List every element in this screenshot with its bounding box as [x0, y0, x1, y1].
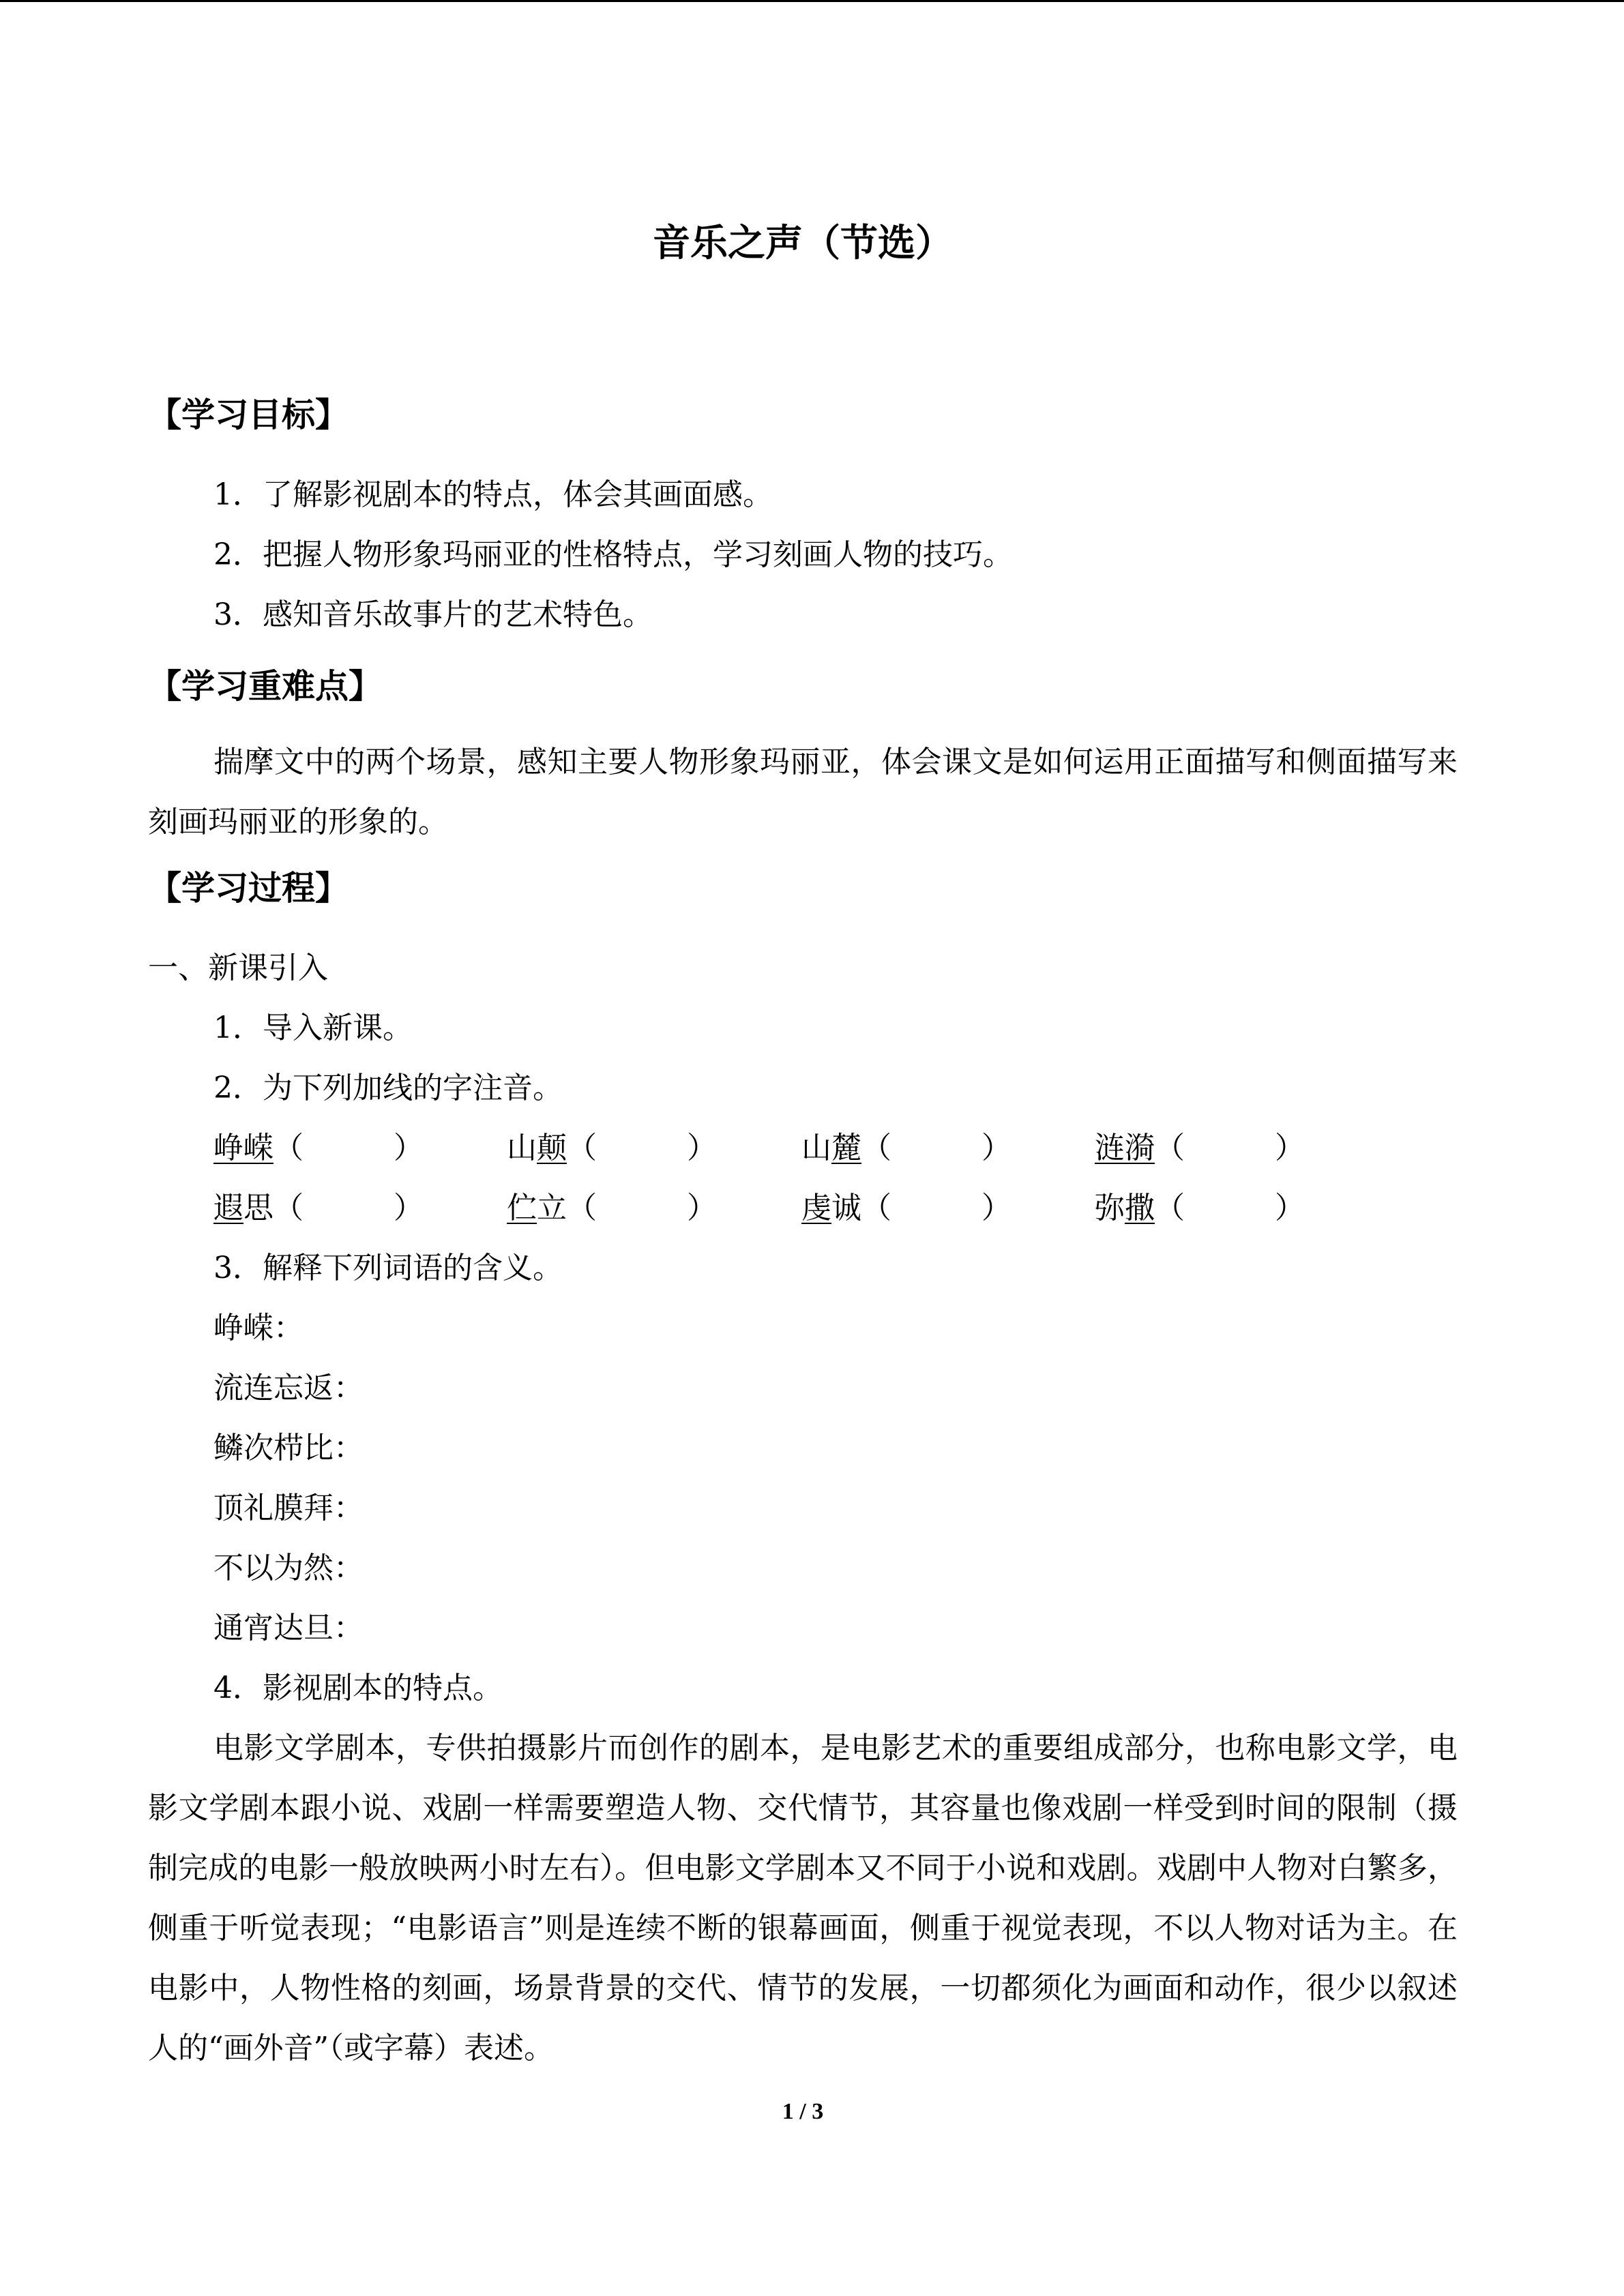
pinyin-item: 山颠（ ）	[507, 1131, 717, 1165]
top-border-line	[0, 0, 1624, 2]
pinyin-item: 虔诚（ ）	[801, 1191, 1012, 1225]
key-points-paragraph: 揣摩文中的两个场景，感知主要人物形象玛丽亚，体会课文是如何运用正面描写和侧面描写来刻画玛丽亚的形象的。	[148, 745, 1458, 839]
part-heading-intro: 一、新课引入	[148, 951, 328, 985]
section-heading-key-points: 【学习重难点】	[148, 667, 383, 706]
term-item: 通宵达旦：	[213, 1611, 364, 1645]
page-title: 音乐之声（节选）	[652, 221, 953, 265]
pinyin-item: 山麓（ ）	[801, 1131, 1012, 1165]
term-item: 不以为然：	[213, 1551, 364, 1585]
pinyin-item: 遐思（ ）	[213, 1191, 424, 1225]
pinyin-item: 弥撒（ ）	[1095, 1191, 1305, 1225]
step-2: 2．为下列加线的字注音。	[213, 1071, 563, 1105]
step-1: 1．导入新课。	[213, 1011, 413, 1045]
objective-item: 1．了解影视剧本的特点，体会其画面感。	[213, 477, 773, 512]
screenplay-paragraph: 电影文学剧本，专供拍摄影片而创作的剧本，是电影艺术的重要组成部分，也称电影文学，电影文学剧本跟小说、戏剧一样需要塑造人物、交代情节，其容量也像戏剧一样受到时间的限制（摄制完成的电影一般放映两小时左右）。但电影文学剧本又不同于小说和戏剧。戏剧中人物对白繁多，侧重于听觉表现；“电影语言”则是连续不断的银幕画面，侧重于视觉表现，不以人物对话为主。在电影中，人物性格的刻画，场景背景的交代、情节的发展，一切都须化为画面和动作，很少以叙述人的“画外音”（或字幕）表述。	[148, 1731, 1458, 2066]
pinyin-item: 峥嵘（ ）	[213, 1131, 424, 1165]
step-4: 4．影视剧本的特点。	[213, 1671, 503, 1705]
page-number: 1 / 3	[782, 2099, 824, 2124]
term-item: 顶礼膜拜：	[213, 1491, 364, 1525]
term-item: 峥嵘：	[213, 1311, 304, 1345]
pinyin-item: 涟漪（ ）	[1095, 1131, 1305, 1165]
step-3: 3．解释下列词语的含义。	[213, 1251, 563, 1285]
pinyin-item: 伫立（ ）	[507, 1191, 717, 1225]
objective-item: 2．把握人物形象玛丽亚的性格特点，学习刻画人物的技巧。	[213, 537, 1013, 572]
term-item: 鳞次栉比：	[213, 1431, 364, 1465]
term-item: 流连忘返：	[213, 1371, 364, 1405]
objective-item: 3．感知音乐故事片的艺术特色。	[213, 597, 653, 632]
section-heading-process: 【学习过程】	[148, 869, 349, 908]
section-heading-objectives: 【学习目标】	[148, 396, 349, 434]
